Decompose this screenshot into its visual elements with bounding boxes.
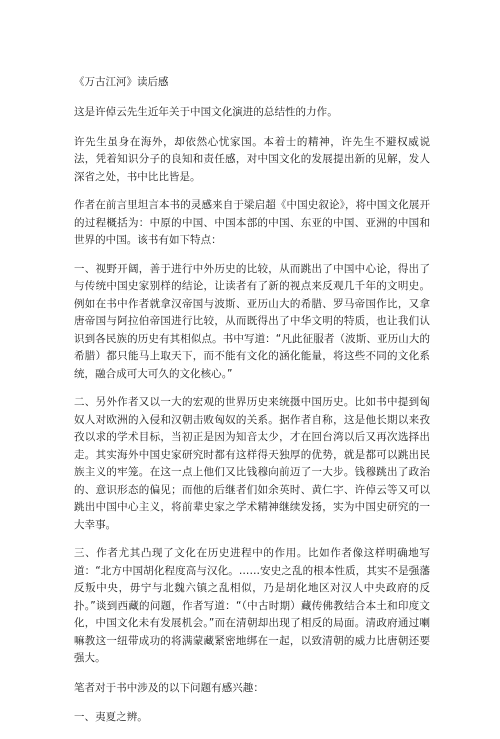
paragraph-point-three: 三、作者尤其凸现了文化在历史进程中的作用。比如作者像这样明确地写道：“北方中国胡化程度高与汉化。……安史之乱的根本性质，其实不是强藩反叛中央，毋宁与北魏六镇之乱相似，乃是胡化地区对汉人中央政府的反扑。”谈到西藏的问题，作者写道：“（中古时期）藏传佛教结合本土和印度文化，中国文化未有发展机会。”而在清朝却出现了相反的局面。清政府通过喇嘛教这一纽带成功的将满蒙藏紧密地绑在一起，以致清朝的威力比唐朝还要强大。 (74, 547, 430, 664)
paragraph-interest: 笔者对于书中涉及的以下问题有感兴趣： (74, 681, 264, 694)
paragraph-intro: 这是许倬云先生近年关于中国文化演进的总结性的力作。 (74, 106, 338, 118)
paragraph-preface: 作者在前言里坦言本书的灵感来自于梁启超《中国史叙论》，将中国文化展开的过程概括为：中原的中国、中国本部的中国、东亚的中国、亚洲的中国和世界的中国。该书有如下特点： (74, 199, 430, 246)
paragraph-point-one: 一、视野开阔，善于进行中外历史的比较，从而跳出了中国中心论，得出了与传统中国史家别样的结论，让读者有了新的视点来反观几千年的文明史。例如在书中作者就拿汉帝国与波斯、亚历山大的希腊、罗马帝国作比，又拿唐帝国与阿拉伯帝国进行比较，从而既得出了中华文明的特质，也让我们认识到各民族的历史有其相似点。书中写道：“凡此征服者（波斯、亚历山大的希腊）都只能马上取天下，而不能有文化的涵化能量，将这些不同的文化系统，融合成可大可久的文化核心。” (74, 262, 430, 380)
paragraph-point-two: 二、另外作者又以一大的宏观的世界历史来统摄中国历史。比如书中提到匈奴人对欧洲的入侵和汉朝击败匈奴的关系。据作者自称，这是他长期以来孜孜以求的学术目标，当初正是因为知音太少，才在回台湾以后又再次选择出走。其实海外中国史家研究时都有这样得天独厚的优势，就是都可以跳出民族主义的牢笼。在这一点上他们又比钱穆向前迈了一大步。钱穆跳出了政治的、意识形态的偏见；而他的后继者们如余英时、黄仁宇、许倬云等又可以跳出中国中心主义，将前辈史家之学术精神继续发扬，实为中国史研究的一大幸事。 (74, 396, 430, 531)
document-page (74, 74, 430, 739)
paragraph-author: 许先生虽身在海外，却依然心忧家国。本着士的精神，许先生不避权威说法，凭着知识分子的良知和责任感，对中国文化的发展提出新的见解，发人深省之处，书中比比皆是。 (74, 135, 430, 183)
document-title: 《万古江河》读后感 (74, 76, 169, 88)
paragraph-section-heading: 一、夷夏之辨。 (74, 711, 148, 723)
